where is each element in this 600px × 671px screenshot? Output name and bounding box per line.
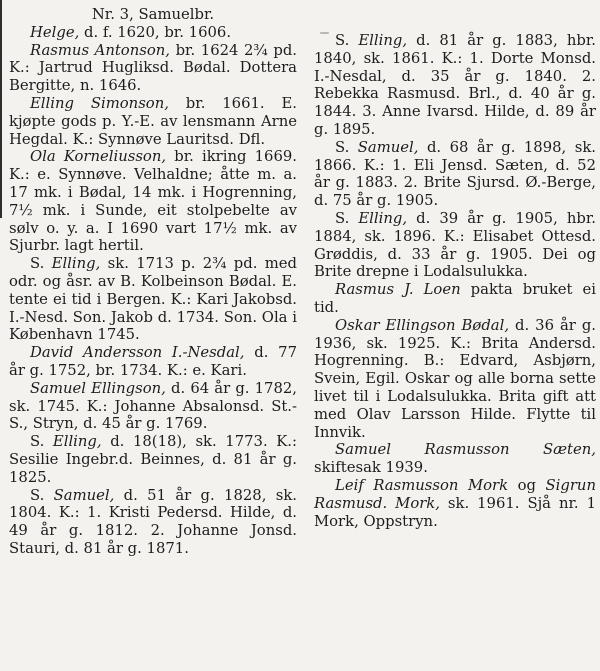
page-heading: [9, 6, 297, 24]
text-run: d. 51 år g. 1828, sk. 1804. K.: 1. Kristi Pedersd. Hilde, d. 49 år g. 1812. 2. Johanne Jonsd. Stauri, d. 81 år g. 1871.: [9, 486, 297, 557]
person-name-run: Elling,: [358, 209, 408, 227]
text-run: skiftesak 1939.: [314, 459, 428, 477]
text-run: br. 1661. E. kjøpte gods p. Y.-E. av lensmann Arne Hegdal. K.: Synnøve Lauritsd. Dfl.: [9, 94, 297, 148]
text-run: S.: [335, 138, 358, 156]
person-name-run: Oskar Ellingson Bødal,: [335, 316, 510, 334]
entry-paragraph: [314, 32, 596, 139]
text-run: S.: [335, 32, 359, 49]
two-column-layout: [9, 6, 596, 558]
text-run: d. 81 år g. 1883, hbr. 1840, sk. 1861. K.: 1. Dorte Monsd. I.-Nesdal, d. 35 år g. 1840. 2. Rebekka Rasmusd. Brl., d. 40 år g. 1844. 3. Anne Ivarsd. Hilde, d. 89 år g. 1895.: [314, 32, 596, 138]
entry-paragraph: [9, 255, 297, 344]
entry-paragraph: [314, 477, 596, 530]
person-name-run: Samuel,: [357, 138, 419, 156]
person-name-run: Leif Rasmusson Mork: [335, 476, 509, 494]
text-run: S.: [30, 255, 52, 273]
entry-paragraph: [314, 317, 596, 442]
text-run: sk. 1961. Sjå nr. 1 Mork, Oppstryn.: [314, 494, 596, 530]
text-run: sk. 1713 p. 2¾ pd. med odr. og åsr. av B. Kolbeinson Bødal. E. tente ei tid i Bergen. K.: Kari Jakobsd. I.-Nesd. Son. Jakob d. 1734. Son. Ola i København 1745.: [9, 255, 297, 344]
text-run: pakta bruket ei tid.: [314, 281, 597, 316]
entry-paragraph: [9, 433, 297, 486]
text-run: S.: [30, 433, 53, 451]
person-name-run: Samuel Rasmusson Sæten,: [335, 441, 596, 459]
person-name-run: Rasmus J. Loen: [335, 281, 461, 299]
entry-paragraph: [314, 281, 596, 317]
text-run: S.: [335, 209, 359, 227]
text-run: d. 39 år g. 1905, hbr. 1884, sk. 1896. K.: Elisabet Ottesd. Grøddis, d. 33 år g. 1905. Dei og Brite drepne i Lodalsulukka.: [314, 209, 596, 281]
entry-paragraph: [9, 42, 297, 95]
left-column: [9, 6, 297, 558]
text-run: br. ikring 1669. K.: e. Synnøve. Velhaldne; åtte m. a. 17 mk. i Bødal, 14 mk. i Hogrenning, 7½ mk. i Sunde, eit stolpebelte av sølv o. y. a. I 1690 vart 17½ mk. av Sjurbr. lagt hertil.: [9, 148, 297, 255]
scan-artifact-dash: [320, 32, 329, 34]
person-name-run: Helge,: [30, 23, 80, 41]
entry-paragraph: [9, 344, 297, 380]
text-run: d. f. 1620, br. 1606.: [79, 23, 232, 41]
person-name-run: David Andersson I.-Nesdal,: [30, 344, 245, 362]
entry-paragraph: [314, 210, 596, 281]
text-run: og: [508, 476, 546, 494]
text-run: d. 77 år g. 1752, br. 1734. K.: e. Kari.: [9, 344, 297, 379]
text-run: Nr. 3, Samuelbr.: [91, 6, 215, 23]
text-run: d. 64 år g. 1782, sk. 1745. K.: Johanne Absalonsd. St.-S., Stryn, d. 45 år g. 1769.: [9, 379, 298, 433]
entry-paragraph: [9, 148, 297, 255]
right-column: [314, 6, 596, 558]
entry-paragraph: [314, 139, 596, 210]
text-run: d. 36 år g. 1936, sk. 1925. K.: Brita Andersd. Hogrenning. B.: Edvard, Asbjørn, Svein, Egil. Oskar og alle borna sette livet til i Lodalsulukka. Brita gift att med Olav Larsson Hilde. Flytte til Innvik.: [314, 316, 596, 441]
person-name-run: Samuel,: [53, 486, 115, 504]
text-run: S.: [30, 486, 54, 504]
person-name-run: Sigrun Rasmusd. Mork,: [314, 476, 596, 512]
person-name-run: Elling,: [52, 433, 102, 451]
entry-paragraph: [9, 24, 297, 42]
person-name-run: Samuel Ellingson,: [30, 379, 166, 397]
text-run: d. 68 år g. 1898, sk. 1866. K.: 1. Eli Jensd. Sæten, d. 52 år g. 1883. 2. Brite Sjursd. Ø.-Berge, d. 75 år g. 1905.: [314, 138, 596, 210]
person-name-run: Elling,: [358, 32, 408, 49]
entry-paragraph: [314, 441, 596, 477]
scan-edge-artifact: [0, 0, 2, 218]
entry-paragraph: [9, 380, 297, 433]
text-run: d. 18(18), sk. 1773. K.: Sesilie Ingebr.d. Beinnes, d. 81 år g. 1825.: [9, 433, 297, 486]
text-run: br. 1624 2¾ pd. K.: Jartrud Hugliksd. Bødal. Dottera Bergitte, n. 1646.: [9, 41, 298, 95]
person-name-run: Elling Simonson,: [30, 94, 169, 112]
person-name-run: Rasmus Antonson,: [30, 41, 170, 59]
entry-paragraph: [9, 95, 297, 148]
person-name-run: Elling,: [51, 255, 101, 273]
entry-paragraph: [9, 487, 297, 558]
person-name-run: Ola Korneliusson,: [30, 148, 167, 166]
